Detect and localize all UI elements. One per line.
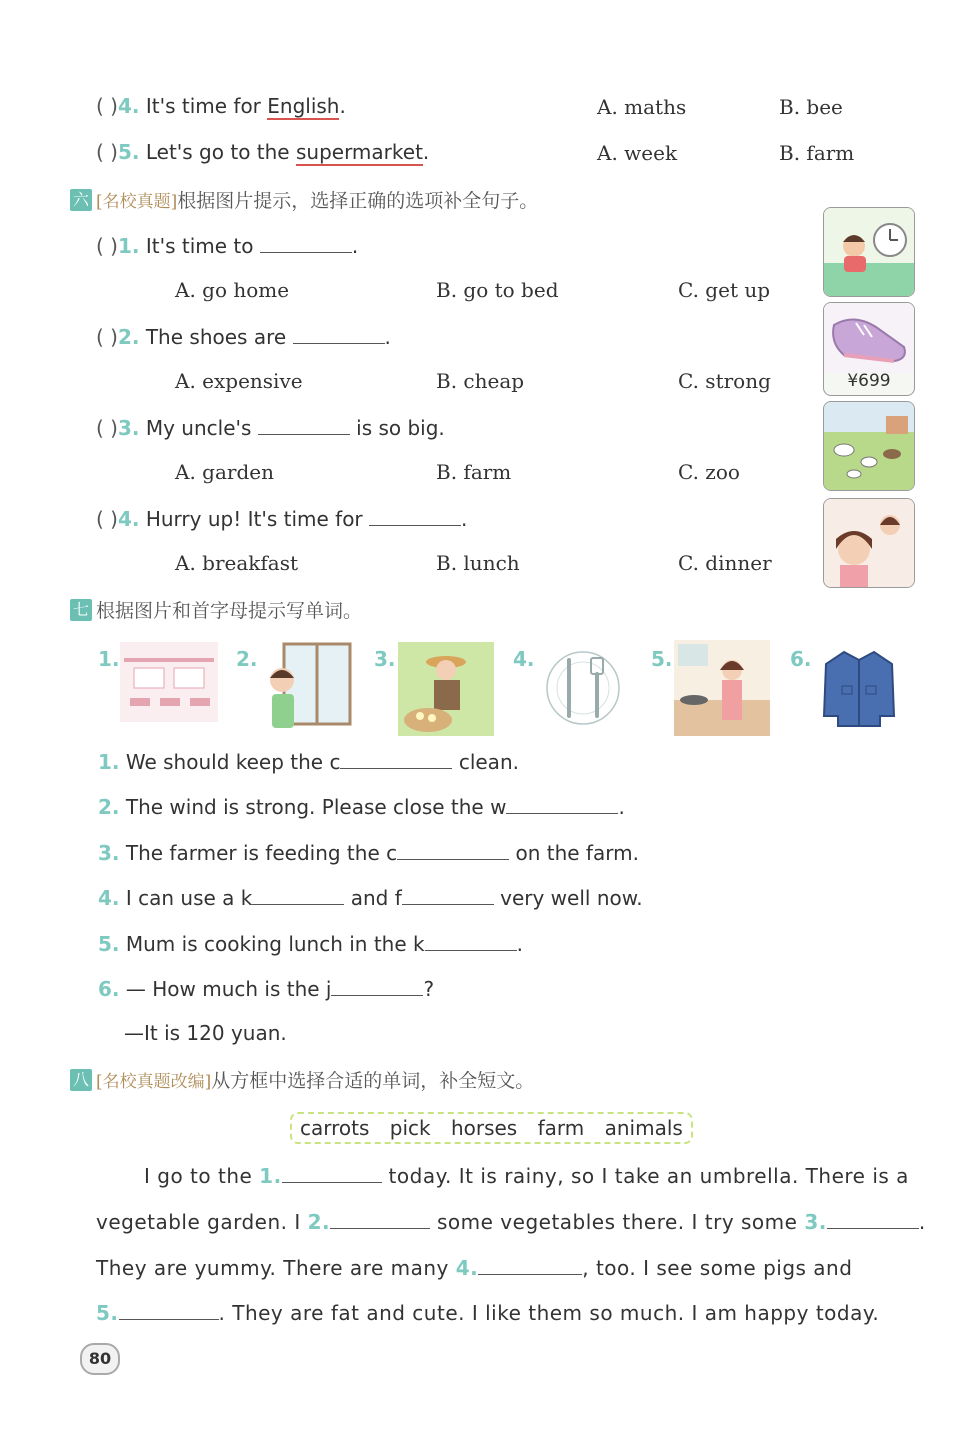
s6-q2-option-b: B. cheap [436,369,525,393]
classroom-icon [120,642,218,722]
answer-blank[interactable] [252,884,344,905]
farmer-picture [398,642,494,736]
answer-blank[interactable] [506,793,618,814]
q5-5-option-a: A. week [597,141,678,165]
jacket-icon [822,646,896,730]
answer-blank[interactable] [331,975,423,996]
alarm-clock-icon [824,208,914,296]
s6-q1-option-a: A. go home [175,278,290,302]
section8-tag: [名校真题改编] [96,1072,212,1092]
section6-badge: 六 [70,189,92,211]
pic-number-1: 1. [98,647,120,671]
passage-line-3: They are yummy. There are many 4. , too. I see some pigs and [96,1256,853,1280]
section8-instruction: 从方框中选择合适的单词，补全短文。 [211,1070,535,1092]
s6-q3-option-b: B. farm [436,460,512,484]
answer-blank[interactable] [402,884,494,905]
answer-blank[interactable] [369,505,461,526]
jacket-picture [822,646,896,730]
s6-q1-option-b: B. go to bed [436,278,559,302]
q5-5-option-b: B. farm [779,141,855,165]
kitchen-icon [674,640,770,736]
knife-and-fork-picture [543,650,623,726]
answer-blank[interactable] [119,1299,219,1320]
farmer-icon [398,642,494,736]
passage-line-2: vegetable garden. I 2. some vegetables there. I try some 3. . [96,1210,926,1234]
s6-q3-option-c: C. zoo [678,460,740,484]
s7-line-2: 2. The wind is strong. Please close the w . [98,795,625,819]
girl-eating-picture [823,498,915,588]
farm-picture [823,401,915,491]
q5-4: ( )4. It's time for English. [96,94,346,118]
q5-4-option-a: A. maths [597,95,687,119]
section8-header [70,1066,534,1093]
s6-q4: ( )4. Hurry up! It's time for . [96,507,468,531]
boy-waking-up-picture [823,207,915,297]
section7-badge: 七 [70,599,92,621]
section8-badge: 八 [70,1069,92,1091]
answer-blank[interactable] [282,1162,382,1183]
classroom-picture [120,642,218,722]
s6-q4-option-b: B. lunch [436,551,520,575]
answer-blank[interactable] [258,414,350,435]
pic-number-5: 5. [651,647,673,671]
answer-blank[interactable] [827,1208,919,1229]
s7-line-4: 4. I can use a k and f very well now. [98,886,643,910]
s7-line-1: 1. We should keep the c clean. [98,750,519,774]
window-picture [260,640,354,734]
section6-header [70,186,538,213]
pic-number-3: 3. [374,647,396,671]
pic-number-4: 4. [513,647,535,671]
s6-q2: ( )2. The shoes are . [96,325,391,349]
pic-number-2: 2. [236,647,258,671]
s6-q2-option-a: A. expensive [175,369,303,393]
section6-tag: [名校真题] [96,192,178,212]
word-box: carrots pick horses farm animals [290,1112,693,1144]
answer-blank[interactable] [330,1208,430,1229]
answer-blank[interactable] [397,839,509,860]
s6-q4-option-c: C. dinner [678,551,772,575]
answer-blank[interactable] [293,323,385,344]
kitchen-picture [674,640,770,736]
s7-line-3: 3. The farmer is feeding the c on the farm. [98,841,639,865]
window-icon [260,640,354,734]
s6-q3-option-a: A. garden [175,460,274,484]
section6-instruction: 根据图片提示，选择正确的选项补全句子。 [177,190,539,212]
knife-fork-icon [543,650,623,726]
s7-line-6: 6. — How much is the j ? [98,977,435,1001]
farm-icon [824,402,914,490]
s7-answer-line: —It is 120 yuan. [124,1021,287,1045]
shoe-icon [824,303,914,373]
shoes-picture [823,302,915,396]
s6-q1-option-c: C. get up [678,278,771,302]
passage-line-1: I go to the 1. today. It is rainy, so I take an umbrella. There is a [144,1164,909,1188]
page-number: 80 [80,1343,120,1375]
s6-q1: ( )1. It's time to . [96,234,359,258]
s6-q2-option-c: C. strong [678,369,771,393]
answer-blank[interactable] [425,930,517,951]
answer-blank[interactable] [260,232,352,253]
pic-number-6: 6. [790,647,812,671]
q5-4-option-b: B. bee [779,95,843,119]
section7-instruction: 根据图片和首字母提示写单词。 [96,600,363,622]
s6-q3: ( )3. My uncle's is so big. [96,416,445,440]
answer-blank[interactable] [340,748,452,769]
answer-blank[interactable] [478,1254,582,1275]
passage-line-4: 5. . They are fat and cute. I like them so much. I am happy today. [96,1301,880,1325]
girl-icon [824,499,914,587]
section7-header [70,596,362,623]
q5-5: ( )5. Let's go to the supermarket. [96,140,430,164]
price-label: ¥699 [847,371,891,391]
s6-q4-option-a: A. breakfast [175,551,299,575]
s7-line-5: 5. Mum is cooking lunch in the k . [98,932,523,956]
